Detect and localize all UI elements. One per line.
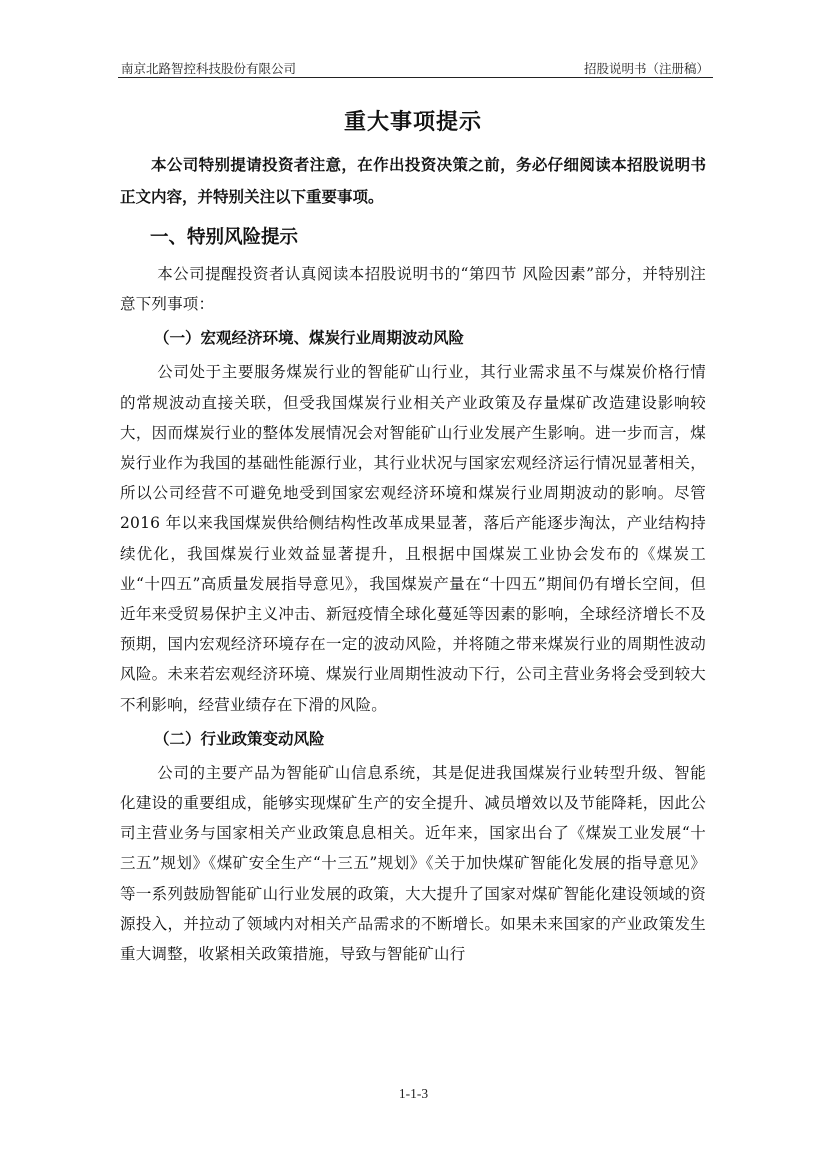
subsection-heading-macro-risk: （一）宏观经济环境、煤炭行业周期波动风险 — [154, 329, 465, 348]
policy-risk-paragraph: 公司的主要产品为智能矿山信息系统，其是促进我国煤炭行业转型升级、智能化建设的重要组成，能够实现煤矿生产的安全提升、减员增效以及节能降耗，因此公司主营业务与国家相关产业政策息息相关。近年来，国家出台了《煤炭工业发展“十三五”规划》《煤矿安全生产“十三五”规划》《关于加快煤矿智能化发展的指导意见》等一系列鼓励智能矿山行业发展的政策，大大提升了国家对煤矿智能化建设领域的资源投入，并拉动了领域内对相关产品需求的不断增长。如果未来国家的产业政策发生重大调整，收紧相关政策措施，导致与智能矿山行 — [120, 763, 706, 964]
page-content — [120, 103, 706, 969]
header-document-type: 招股说明书（注册稿） — [583, 61, 709, 76]
page-header — [118, 57, 713, 78]
page-title: 重大事项提示 — [343, 110, 482, 135]
section-lead-paragraph: 本公司提醒投资者认真阅读本招股说明书的“第四节 风险因素”部分，并特别注意下列事项： — [120, 265, 706, 314]
header-company-name: 南京北路智控科技股份有限公司 — [121, 61, 297, 76]
subsection-heading-policy-risk: （二）行业政策变动风险 — [154, 729, 325, 748]
page-number: 1-1-3 — [398, 1086, 429, 1101]
macro-risk-paragraph: 公司处于主要服务煤炭行业的智能矿山行业，其行业需求虽不与煤炭价格行情的常规波动直接关联，但受我国煤炭行业相关产业政策及存量煤矿改造建设影响较大，因而煤炭行业的整体发展情况会对智能矿山行业发展产生影响。进一步而言，煤炭行业作为我国的基础性能源行业，其行业状况与国家宏观经济运行情况显著相关，所以公司经营不可避免地受到国家宏观经济环境和煤炭行业周期波动的影响。尽管 2016 年以来我国煤炭供给侧结构性改革成果显著，落后产能逐步淘汰，产业结构持续优化，我国煤炭行业效益显著提升，且根据中国煤炭工业协会发布的《煤炭工业“十四五”高质量发展指导意见》，我国煤炭产量在“十四五”期间仍有增长空间，但近年来受贸易保护主义冲击、新冠疫情全球化蔓延等因素的影响，全球经济增长不及预期，国内宏观经济环境存在一定的波动风险，并将随之带来煤炭行业的周期性波动风险。未来若宏观经济环境、煤炭行业周期性波动下行，公司主营业务将会受到较大不利影响，经营业绩存在下滑的风险。 — [120, 363, 706, 714]
section-heading-special-risk: 一、特别风险提示 — [150, 227, 299, 248]
intro-notice: 本公司特别提请投资者注意，在作出投资决策之前，务必仔细阅读本招股说明书正文内容，并特别关注以下重要事项。 — [120, 156, 706, 206]
